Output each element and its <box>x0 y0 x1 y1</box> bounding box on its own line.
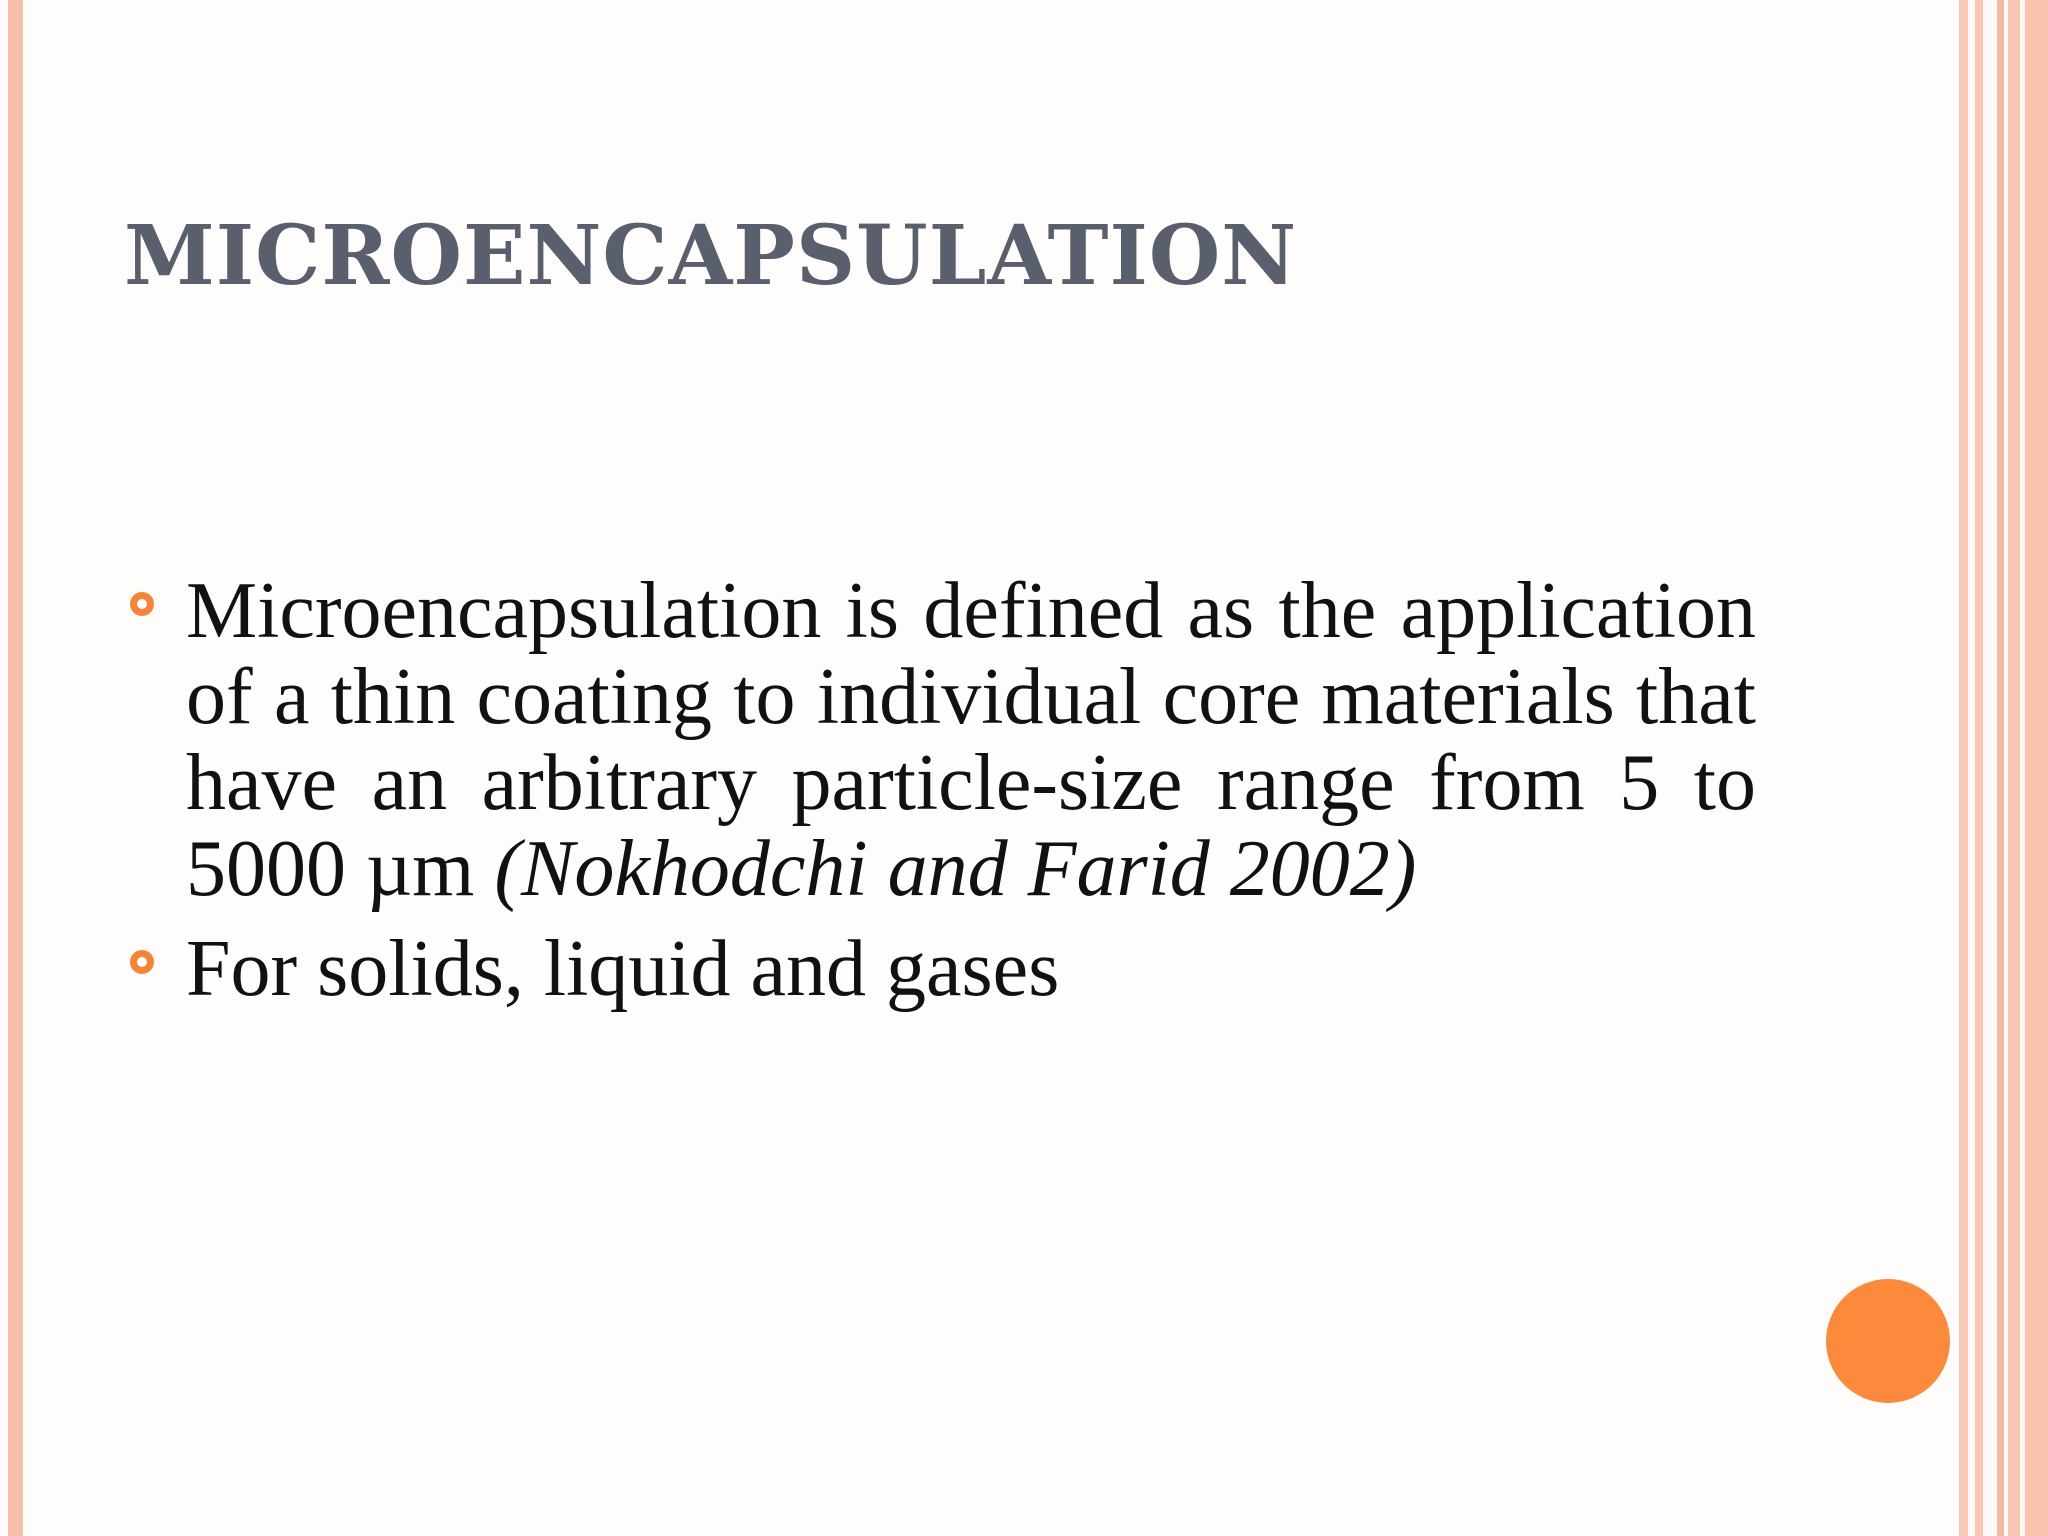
right-border-stripe <box>1975 0 1983 1536</box>
bullet-text: Microencapsulation is defined as the application of a thin coating to individual core materials that have an arbitrary particle-size range from 5 to 5000 µm <box>186 567 1756 913</box>
bullet-text: For solids, liquid and gases <box>186 925 1060 1013</box>
citation-text: (Nokhodchi and Farid 2002) <box>494 825 1417 913</box>
left-border-stripe <box>8 0 23 1536</box>
bullet-item-states <box>124 926 1756 1012</box>
right-border-stripe <box>2025 0 2048 1536</box>
right-border-stripe <box>1959 0 1968 1536</box>
slide-title: MICROENCAPSULATION <box>124 208 1298 304</box>
bullet-list <box>124 568 1756 1012</box>
bullet-item-definition <box>124 568 1756 912</box>
ring-bullet-icon <box>130 592 154 616</box>
ring-bullet-icon <box>130 950 154 974</box>
right-border-stripe <box>1997 0 2004 1536</box>
right-border-gap <box>1968 0 1975 1536</box>
orange-circle-decoration <box>1826 1279 1950 1403</box>
right-border-gap <box>1983 0 1997 1536</box>
bullet-text-block <box>186 568 1756 912</box>
right-border-stripe <box>2008 0 2020 1536</box>
